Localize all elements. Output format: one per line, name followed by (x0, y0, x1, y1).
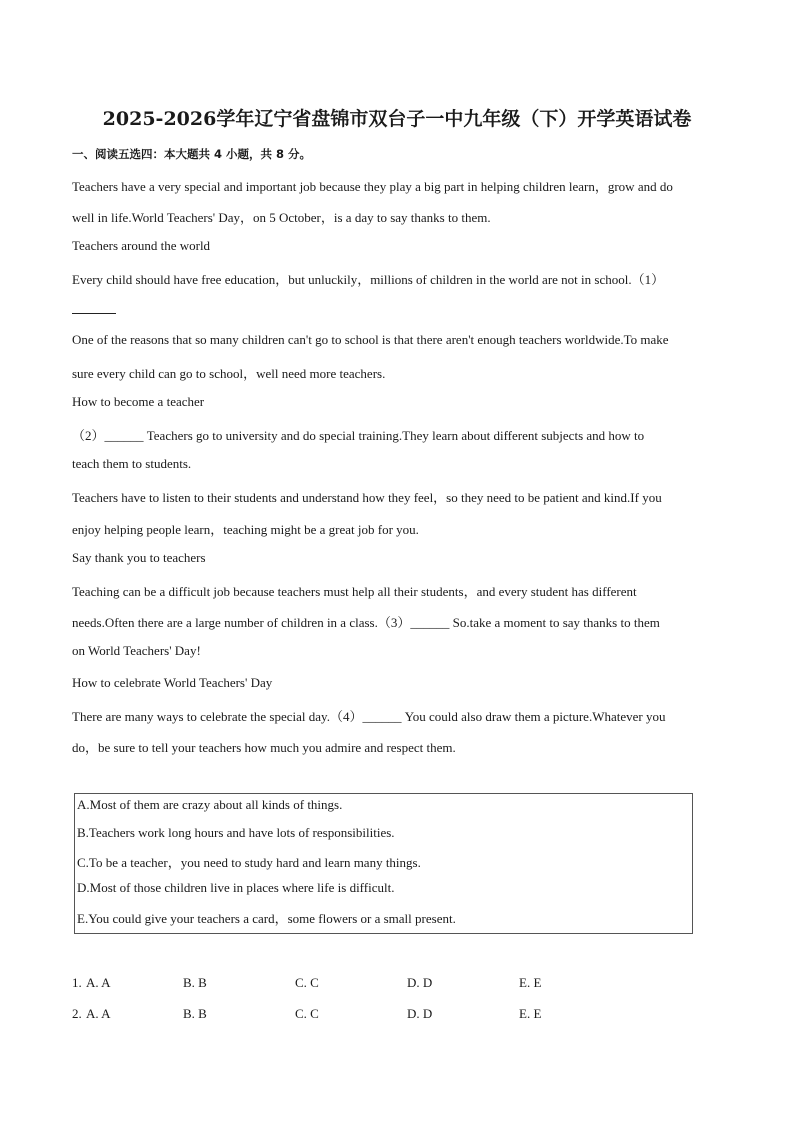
choice-d[interactable]: D. D (407, 1006, 433, 1021)
passage-line: Teachers have to listen to their students and understand how they feel，so they need to be patient and kind.If you (72, 490, 662, 505)
passage-line: Every child should have free education，but unluckily，millions of children in the world are not in school.（1） (72, 272, 665, 287)
passage-heading: How to become a teacher (72, 394, 205, 409)
passage-heading: How to celebrate World Teachers' Day (72, 675, 273, 690)
passage-line: Teaching can be a difficult job because teachers must help all their students，and every student has different (72, 584, 637, 599)
choice-e[interactable]: E. E (519, 975, 542, 990)
option-a: A.Most of them are crazy about all kinds of things. (77, 797, 343, 812)
choice-a[interactable]: A. A (86, 1006, 111, 1021)
question-number: 2. (72, 1006, 82, 1021)
choice-d[interactable]: D. D (407, 975, 433, 990)
passage-line: needs.Often there are a large number of children in a class.（3）______ So.take a moment to say thanks to them (72, 615, 660, 630)
passage-line: do，be sure to tell your teachers how much you admire and respect them. (72, 740, 456, 755)
passage-heading: Say thank you to teachers (72, 550, 206, 565)
passage-line: There are many ways to celebrate the special day.（4）______ You could also draw them a picture.Whatever you (72, 709, 666, 724)
passage-line: teach them to students. (72, 456, 192, 471)
option-d: D.Most of those children live in places where life is difficult. (77, 880, 395, 895)
option-e: E.You could give your teachers a card，some flowers or a small present. (77, 911, 456, 926)
answer-blank-1 (72, 313, 116, 314)
choice-e[interactable]: E. E (519, 1006, 542, 1021)
choice-a[interactable]: A. A (86, 975, 111, 990)
passage-line: well in life.World Teachers' Day，on 5 October，is a day to say thanks to them. (72, 210, 491, 225)
option-c: C.To be a teacher，you need to study hard and learn many things. (77, 855, 421, 870)
section-header: 一、阅读五选四：本大题共 4 小题，共 8 分。 (72, 147, 312, 161)
options-box (74, 793, 693, 934)
passage-line: （2）______ Teachers go to university and do special training.They learn about different subjects and how to (72, 428, 645, 443)
option-b: B.Teachers work long hours and have lots of responsibilities. (77, 825, 395, 840)
passage-line: sure every child can go to school，well need more teachers. (72, 366, 386, 381)
choice-b[interactable]: B. B (183, 1006, 207, 1021)
question-number: 1. (72, 975, 82, 990)
passage-line: on World Teachers' Day! (72, 643, 201, 658)
choice-c[interactable]: C. C (295, 1006, 319, 1021)
passage-line: One of the reasons that so many children can't go to school is that there aren't enough teachers worldwide.To make (72, 332, 669, 347)
passage-heading: Teachers around the world (72, 238, 211, 253)
passage-line: Teachers have a very special and important job because they play a big part in helping children learn，grow and do (72, 179, 673, 194)
passage-line: enjoy helping people learn，teaching might be a great job for you. (72, 522, 419, 537)
page-title: 2025-2026学年辽宁省盘锦市双台子一中九年级（下）开学英语试卷 (102, 108, 692, 130)
choice-b[interactable]: B. B (183, 975, 207, 990)
choice-c[interactable]: C. C (295, 975, 319, 990)
